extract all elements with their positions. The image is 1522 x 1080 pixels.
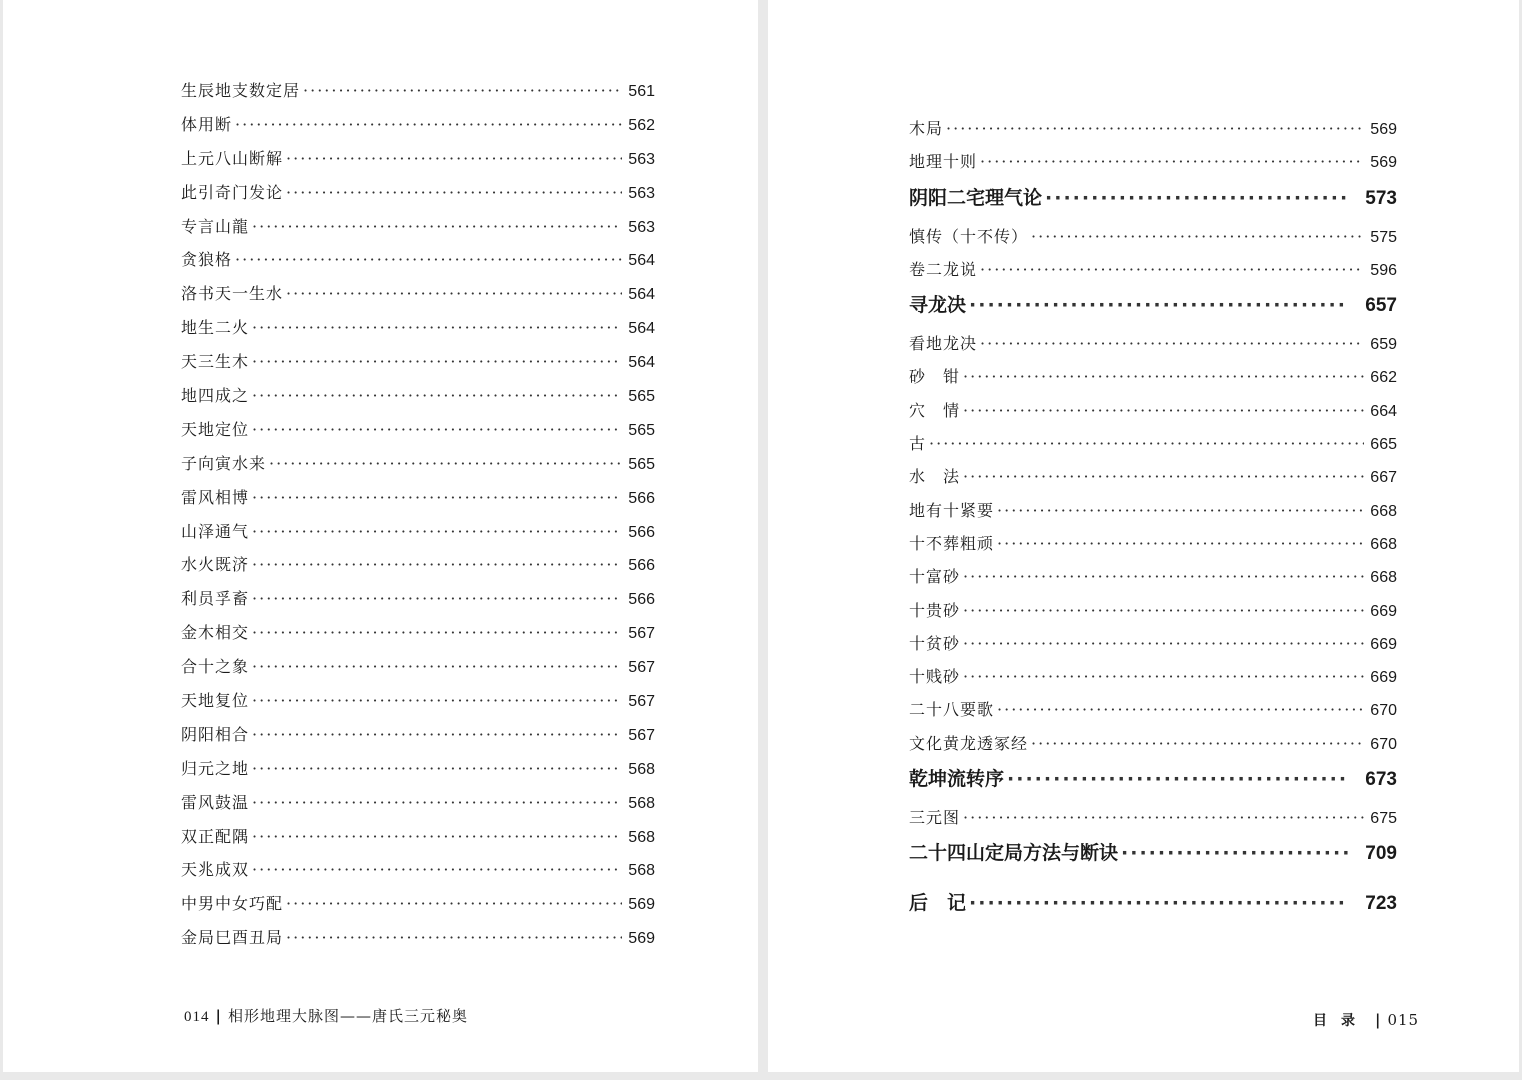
toc-chapter-page: 673	[1365, 769, 1397, 791]
toc-entry-page: 668	[1370, 535, 1397, 553]
toc-entry-title: 金木相交	[181, 623, 250, 643]
dot-leader	[286, 928, 622, 947]
toc-entry-title: 木局	[909, 119, 944, 138]
toc-entry[interactable]	[909, 805, 1397, 838]
toc-chapter-entry[interactable]	[909, 183, 1397, 224]
toc-entry-page: 575	[1370, 228, 1397, 246]
toc-entry-page: 675	[1370, 810, 1397, 828]
toc-entry[interactable]	[909, 598, 1397, 631]
dot-leader	[980, 152, 1364, 171]
toc-entry-page: 565	[628, 455, 655, 473]
toc-chapter-title: 乾坤流转序	[909, 768, 1005, 791]
toc-entry[interactable]	[181, 790, 655, 824]
toc-entry[interactable]	[181, 180, 655, 214]
footer-page-number: 014	[184, 1009, 210, 1025]
toc-entry-title: 天地复位	[181, 691, 250, 711]
toc-entry-page: 569	[628, 896, 655, 914]
toc-entry-title: 子向寅水来	[181, 453, 267, 473]
toc-entry[interactable]	[909, 364, 1397, 397]
toc-entry-title: 雷风鼓温	[181, 792, 250, 812]
toc-entry-page: 562	[628, 116, 655, 134]
toc-entry-page: 563	[628, 218, 655, 236]
dot-leader	[252, 217, 622, 236]
toc-entry-page: 564	[628, 286, 655, 304]
toc-entry-title: 双正配隅	[181, 826, 250, 846]
toc-entry[interactable]	[181, 146, 655, 180]
toc-entry-page: 667	[1370, 469, 1397, 487]
toc-entry-page: 668	[1370, 502, 1397, 520]
toc-entry-page: 670	[1370, 735, 1397, 753]
toc-entry-page: 567	[628, 726, 655, 744]
toc-entry-page: 568	[628, 794, 655, 812]
toc-chapter-entry[interactable]	[909, 838, 1397, 888]
dot-leader	[963, 601, 1364, 620]
toc-chapter-page: 573	[1365, 187, 1397, 209]
toc-entry-page: 566	[628, 489, 655, 507]
toc-entry[interactable]	[181, 891, 655, 925]
dot-leader	[929, 434, 1364, 453]
toc-entry-title: 十贵砂	[909, 600, 961, 620]
dot-leader	[252, 691, 622, 710]
toc-entry-title: 地生二火	[181, 318, 250, 338]
toc-entry-page: 564	[628, 320, 655, 338]
footer-section-title: 目录	[1313, 1013, 1369, 1029]
toc-entry-page: 567	[628, 659, 655, 677]
dot-leader	[252, 657, 622, 676]
dot-leader	[963, 401, 1364, 420]
dot-leader	[269, 454, 622, 473]
dot-leader	[252, 522, 622, 541]
toc-entry-page: 565	[628, 388, 655, 406]
toc-chapter-title: 寻龙决	[909, 294, 967, 317]
toc-entry[interactable]	[181, 315, 655, 349]
toc-chapter-page: 657	[1365, 295, 1397, 317]
left-page	[3, 0, 758, 1072]
toc-entry-title: 卷二龙说	[909, 259, 978, 279]
page-footer-right	[1313, 1010, 1419, 1030]
toc-entry[interactable]	[181, 925, 655, 959]
toc-entry-page: 567	[628, 693, 655, 711]
toc-entry-title: 金局巳酉丑局	[181, 928, 284, 948]
dot-leader	[997, 534, 1364, 553]
dot-leader	[252, 386, 622, 405]
toc-chapter-title: 后 记	[909, 892, 967, 915]
toc-entry-page: 569	[1370, 154, 1397, 172]
toc-entry-title: 慎传（十不传）	[909, 226, 1029, 246]
toc-entry-title: 十贱砂	[909, 667, 961, 687]
dot-leader	[997, 501, 1364, 520]
toc-entry[interactable]	[181, 417, 655, 451]
toc-entry-title: 看地龙决	[909, 334, 978, 354]
dot-leader	[997, 700, 1364, 719]
dot-leader	[252, 420, 622, 439]
toc-entry-page: 563	[628, 184, 655, 202]
toc-entry-page: 669	[1370, 669, 1397, 687]
dot-leader	[235, 115, 622, 134]
footer-page-number: 015	[1387, 1011, 1420, 1029]
toc-entry[interactable]	[181, 451, 655, 485]
toc-entry[interactable]	[909, 464, 1397, 497]
toc-entry[interactable]	[181, 620, 655, 654]
toc-entry-title: 二十八要歌	[909, 700, 995, 720]
toc-entry-title: 合十之象	[181, 657, 250, 677]
toc-entry-page: 670	[1370, 702, 1397, 720]
toc-entry-title: 天三生木	[181, 352, 250, 372]
dot-leader	[969, 892, 1348, 914]
toc-entry-page: 568	[628, 862, 655, 880]
footer-separator: |	[1375, 1011, 1382, 1029]
toc-entry[interactable]	[909, 564, 1397, 597]
footer-book-title: 相形地理大脉图——唐氏三元秘奥	[227, 1007, 468, 1025]
dot-leader	[252, 589, 622, 608]
toc-entry[interactable]	[181, 383, 655, 417]
toc-entry-title: 雷风相博	[181, 487, 250, 507]
toc-entry-title: 利员孚畜	[181, 589, 250, 609]
dot-leader	[1007, 768, 1348, 790]
toc-chapter-page: 723	[1365, 893, 1397, 915]
toc-entry-title: 专言山龍	[181, 216, 250, 236]
toc-entry-page: 664	[1370, 402, 1397, 420]
toc-entry[interactable]	[909, 531, 1397, 564]
dot-leader	[252, 793, 622, 812]
toc-entry-page: 569	[1370, 121, 1397, 138]
toc-entry[interactable]	[181, 485, 655, 519]
toc-entry-page: 568	[628, 760, 655, 778]
toc-entry[interactable]	[181, 112, 655, 146]
toc-entry-page: 564	[628, 252, 655, 270]
toc-entry-page: 561	[628, 83, 655, 100]
toc-entry[interactable]	[181, 78, 655, 112]
toc-list-left	[181, 78, 655, 959]
toc-entry[interactable]	[181, 756, 655, 790]
toc-entry[interactable]	[909, 398, 1397, 431]
toc-chapter-page: 709	[1365, 843, 1397, 865]
toc-entry-title: 生辰地支数定居	[181, 81, 301, 100]
dot-leader	[980, 260, 1364, 279]
dot-leader	[980, 334, 1364, 353]
toc-entry[interactable]	[181, 654, 655, 688]
toc-chapter-title: 二十四山定局方法与断诀	[909, 842, 1119, 865]
toc-entry[interactable]	[909, 498, 1397, 531]
dot-leader	[252, 352, 622, 371]
toc-entry-title: 山泽通气	[181, 521, 250, 541]
dot-leader	[286, 284, 622, 303]
dot-leader	[286, 149, 622, 168]
toc-entry-title: 阴阳相合	[181, 724, 250, 744]
toc-chapter-entry[interactable]	[909, 764, 1397, 805]
toc-entry-title: 十富砂	[909, 567, 961, 587]
toc-entry-page: 565	[628, 421, 655, 439]
dot-leader	[1031, 227, 1364, 246]
right-page	[768, 0, 1519, 1072]
toc-entry[interactable]	[909, 431, 1397, 464]
toc-entry-title: 上元八山断解	[181, 148, 284, 168]
dot-leader	[252, 318, 622, 337]
toc-entry-title: 中男中女巧配	[181, 894, 284, 914]
toc-chapter-title: 阴阳二宅理气论	[909, 186, 1043, 209]
dot-leader	[286, 894, 622, 913]
toc-entry[interactable]	[181, 214, 655, 248]
toc-entry[interactable]	[181, 247, 655, 281]
toc-entry-title: 十贫砂	[909, 633, 961, 653]
dot-leader	[252, 623, 622, 642]
dot-leader	[252, 759, 622, 778]
toc-entry[interactable]	[909, 664, 1397, 697]
toc-entry[interactable]	[909, 257, 1397, 290]
toc-chapter-entry[interactable]	[909, 290, 1397, 331]
toc-entry[interactable]	[181, 552, 655, 586]
toc-entry-title: 地四成之	[181, 386, 250, 406]
toc-entry[interactable]	[909, 731, 1397, 764]
toc-entry-page: 659	[1370, 336, 1397, 354]
toc-entry-page: 596	[1370, 261, 1397, 279]
toc-entry-page: 569	[628, 930, 655, 948]
dot-leader	[963, 667, 1364, 686]
dot-leader	[235, 250, 622, 269]
toc-entry-page: 568	[628, 828, 655, 846]
dot-leader	[252, 860, 622, 879]
toc-list-right	[909, 116, 1397, 929]
toc-entry[interactable]	[181, 281, 655, 315]
toc-entry-title: 天地定位	[181, 419, 250, 439]
footer-separator: |	[215, 1007, 222, 1025]
toc-entry-title: 水火既济	[181, 555, 250, 575]
dot-leader	[963, 634, 1364, 653]
toc-entry-page: 567	[628, 625, 655, 643]
toc-entry[interactable]	[909, 331, 1397, 364]
dot-leader	[969, 294, 1348, 316]
dot-leader	[1031, 734, 1364, 753]
toc-entry-page: 566	[628, 591, 655, 609]
toc-entry-title: 归元之地	[181, 758, 250, 778]
dot-leader	[252, 555, 622, 574]
toc-entry[interactable]	[909, 116, 1397, 149]
toc-entry-title: 贪狼格	[181, 250, 233, 270]
toc-entry-page: 662	[1370, 369, 1397, 387]
toc-entry-title: 此引奇门发论	[181, 182, 284, 202]
dot-leader	[963, 808, 1364, 827]
dot-leader	[963, 567, 1364, 586]
toc-entry[interactable]	[181, 586, 655, 620]
dot-leader	[946, 119, 1364, 138]
toc-entry[interactable]	[181, 824, 655, 858]
toc-entry-title: 三元图	[909, 808, 961, 828]
dot-leader	[963, 467, 1364, 486]
toc-entry[interactable]	[181, 857, 655, 891]
toc-entry[interactable]	[181, 519, 655, 553]
toc-entry-page: 564	[628, 354, 655, 372]
toc-entry-title: 洛书天一生水	[181, 284, 284, 304]
toc-entry[interactable]	[909, 149, 1397, 182]
toc-chapter-entry[interactable]	[909, 888, 1397, 929]
toc-entry-title: 穴 情	[909, 400, 961, 420]
toc-entry-page: 566	[628, 523, 655, 541]
toc-entry-title: 体用断	[181, 114, 233, 134]
page-footer-left	[184, 1005, 468, 1026]
toc-entry[interactable]	[181, 722, 655, 756]
toc-entry-page: 566	[628, 557, 655, 575]
toc-entry-title: 天兆成双	[181, 860, 250, 880]
dot-leader	[1121, 842, 1348, 864]
toc-entry-page: 668	[1370, 569, 1397, 587]
toc-entry-title: 十不葬粗顽	[909, 533, 995, 553]
toc-entry-title: 地有十紧要	[909, 500, 995, 520]
dot-leader	[252, 827, 622, 846]
dot-leader	[963, 367, 1364, 386]
toc-entry-title: 砂 钳	[909, 367, 961, 387]
dot-leader	[286, 183, 622, 202]
toc-entry[interactable]	[181, 688, 655, 722]
dot-leader	[252, 725, 622, 744]
toc-entry-page: 665	[1370, 436, 1397, 454]
toc-entry[interactable]	[909, 697, 1397, 730]
toc-entry-page: 669	[1370, 602, 1397, 620]
toc-entry-page: 669	[1370, 635, 1397, 653]
toc-entry-title: 水 法	[909, 467, 961, 487]
dot-leader	[303, 81, 622, 100]
toc-entry-title: 文化黄龙透冢经	[909, 733, 1029, 753]
toc-entry[interactable]	[909, 631, 1397, 664]
dot-leader	[1045, 187, 1348, 209]
toc-entry-title: 地理十则	[909, 152, 978, 172]
toc-entry-title: 古	[909, 434, 927, 454]
dot-leader	[252, 488, 622, 507]
toc-entry[interactable]	[909, 224, 1397, 257]
toc-entry-page: 563	[628, 150, 655, 168]
toc-entry[interactable]	[181, 349, 655, 383]
